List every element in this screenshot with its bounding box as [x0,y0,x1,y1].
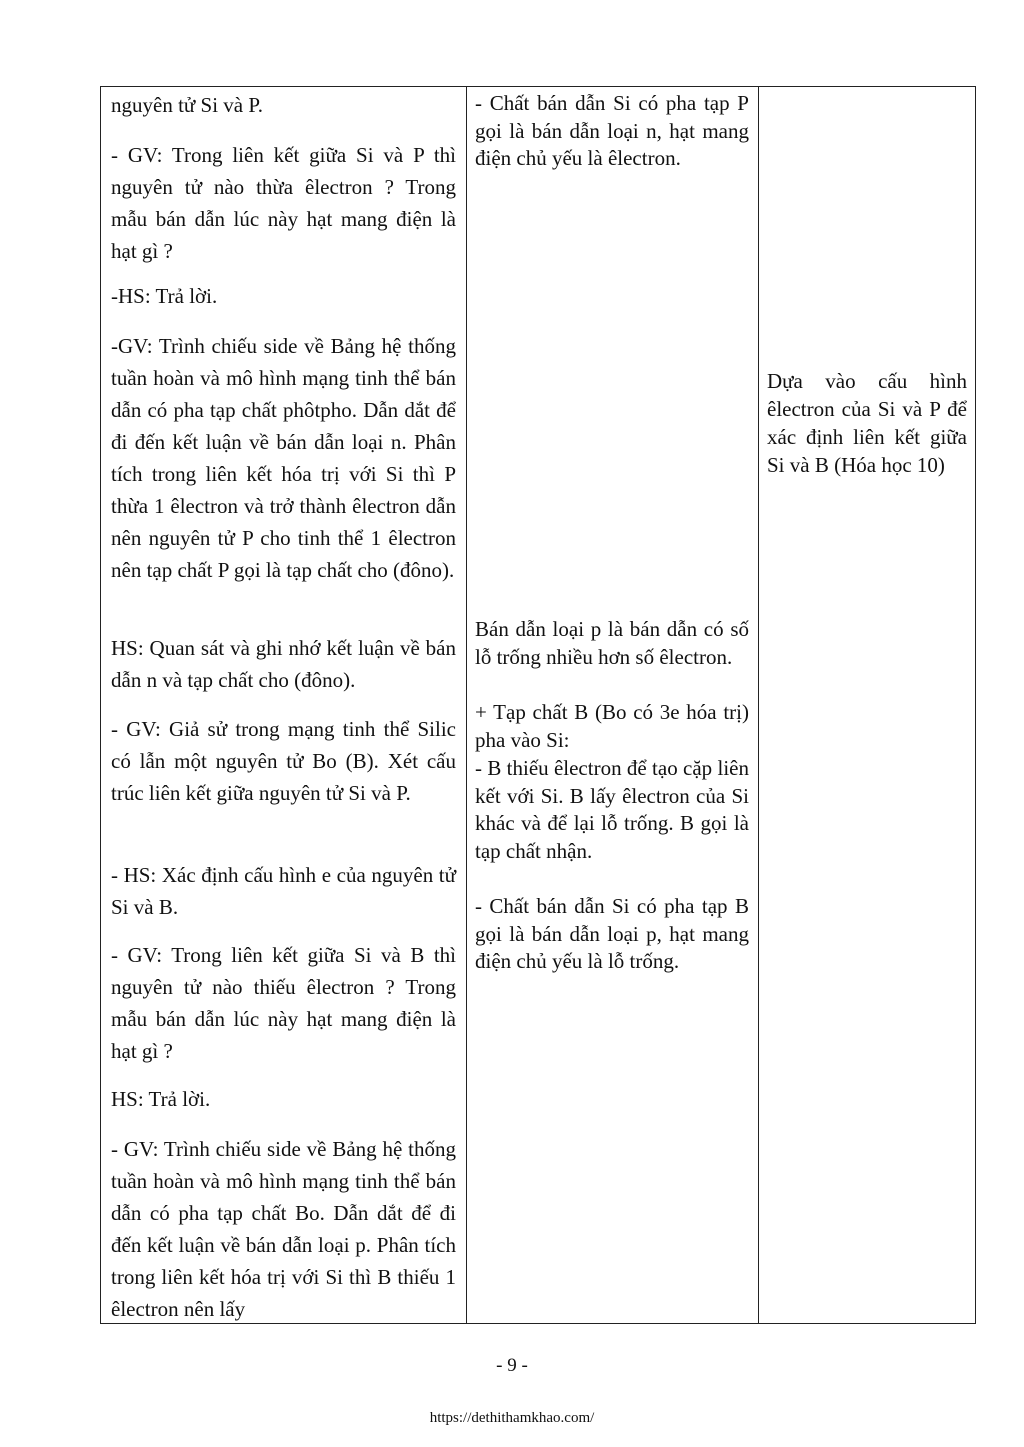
content-column [466,87,758,1323]
paragraph: -GV: Trình chiếu side về Bảng hệ thống tuần hoàn và mô hình mạng tinh thể bán dẫn có pha tạp chất phôtpho. Dẫn dắt để đi đến kết luận về bán dẫn loại n. Phân tích trong liên kết hóa trị với Si thì P thừa 1 êlectron và trở thành êlectron dẫn nên nguyên tử P cho tinh thể 1 êlectron nên tạp chất P gọi là tạp chất cho (đôno). [111,334,456,582]
footer-url: https://dethithamkhao.com/ [429,1410,595,1426]
paragraph: - GV: Trình chiếu side về Bảng hệ thống tuần hoàn và mô hình mạng tinh thể bán dẫn có pha tạp chất Bo. Dẫn dắt để đi đến kết luận về bán dẫn loại p. Phân tích trong liên kết hóa trị với Si thì B thiếu 1 êlectron nên lấy [111,1137,456,1321]
page-number: - 9 - [496,1355,528,1376]
paragraph: - Chất bán dẫn Si có pha tạp P gọi là bán dẫn loại n, hạt mang điện chủ yếu là êlectron. [475,91,749,171]
paragraph: HS: Quan sát và ghi nhớ kết luận về bán dẫn n và tạp chất cho (đôno). [111,636,456,692]
paragraph: Dựa vào cấu hình êlectron của Si và P để xác định liên kết giữa Si và B (Hóa học 10) [767,369,967,477]
paragraph: - HS: Xác định cấu hình e của nguyên tử Si và B. [111,863,456,919]
paragraph: + Tạp chất B (Bo có 3e hóa trị) pha vào Si: [475,700,749,752]
lesson-table [100,86,976,1324]
notes-column [758,87,976,1323]
paragraph: - GV: Giả sử trong mạng tinh thể Silic có lẫn một nguyên tử Bo (B). Xét cấu trúc liên kết giữa nguyên tử Si và P. [111,717,456,805]
paragraph: HS: Trả lời. [111,1087,211,1111]
paragraph: nguyên tử Si và P. [111,93,263,117]
paragraph: - Chất bán dẫn Si có pha tạp B gọi là bán dẫn loại p, hạt mang điện chủ yếu là lỗ trống. [475,894,749,974]
paragraph: - B thiếu êlectron để tạo cặp liên kết với Si. B lấy êlectron của Si khác và để lại lỗ trống. B gọi là tạp chất nhận. [475,756,749,863]
paragraph: - GV: Trong liên kết giữa Si và P thì nguyên tử nào thừa êlectron ? Trong mẫu bán dẫn lúc này hạt mang điện là hạt gì ? [111,143,456,263]
teacher-student-activities-column [101,87,466,1323]
paragraph: Bán dẫn loại p là bán dẫn có số lỗ trống nhiều hơn số êlectron. [475,617,749,669]
paragraph: - GV: Trong liên kết giữa Si và B thì nguyên tử nào thiếu êlectron ? Trong mẫu bán dẫn lúc này hạt mang điện là hạt gì ? [111,943,456,1063]
paragraph: -HS: Trả lời. [111,284,218,308]
